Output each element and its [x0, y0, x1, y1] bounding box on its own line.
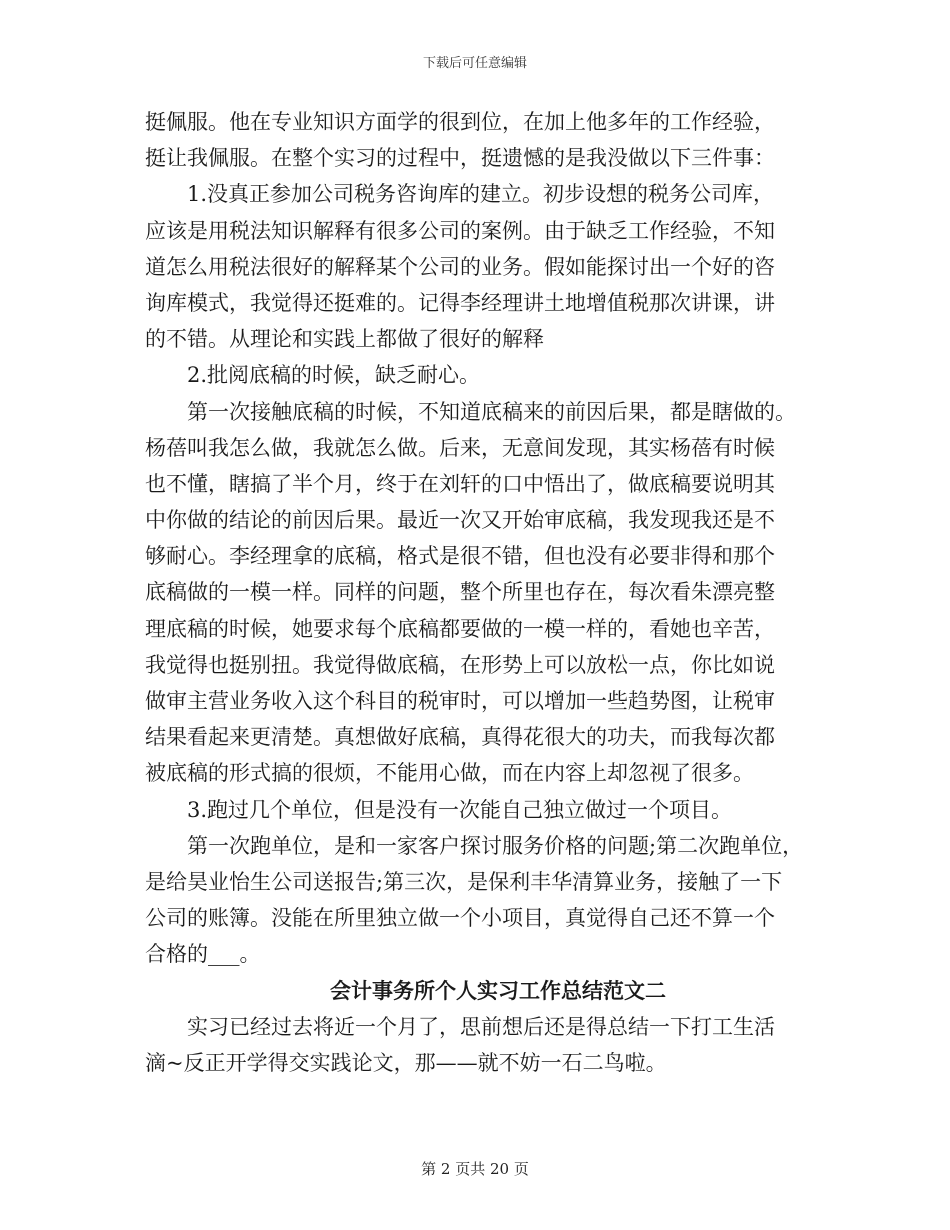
text-line: 杨蓓叫我怎么做，我就怎么做。后来，无意间发现，其实杨蓓有时候	[145, 435, 775, 460]
text-line: 第一次跑单位，是和一家客户探讨服务价格的问题;第二次跑单位，	[187, 833, 804, 858]
text-line: 挺佩服。他在专业知识方面学的很到位，在加上他多年的工作经验，	[145, 110, 775, 134]
text-line: 理底稿的时候，她要求每个底稿都要做的一模一样的，看她也辛苦，	[145, 616, 775, 641]
text-line: 挺让我佩服。在整个实习的过程中，挺遗憾的是我没做以下三件事：	[145, 146, 775, 171]
text-line: 合格的___。	[145, 942, 261, 967]
text-line: 3.跑过几个单位，但是没有一次能自己独立做过一个项目。	[187, 797, 733, 822]
text-line: 滴~反正开学得交实践论文，那——就不妨一石二鸟啦。	[145, 1050, 667, 1075]
text-line: 底稿做的一模一样。同样的问题，整个所里也存在，每次看朱漂亮整	[145, 580, 775, 605]
document-body	[145, 104, 825, 1081]
text-line: 也不懂，瞎搞了半个月，终于在刘轩的口中悟出了，做底稿要说明其	[145, 471, 775, 496]
text-line: 应该是用税法知识解释有很多公司的案例。由于缺乏工作经验，不知	[145, 218, 775, 243]
text-line: 实习已经过去将近一个月了，思前想后还是得总结一下打工生活	[187, 1014, 775, 1039]
text-line: 被底稿的形式搞的很烦，不能用心做，而在内容上却忽视了很多。	[145, 761, 754, 786]
section-title: 会计事务所个人实习工作总结范文二	[330, 977, 666, 1003]
text-line: 做审主营业务收入这个科目的税审时，可以增加一些趋势图，让税审	[145, 689, 775, 713]
page-header: 下载后可任意编辑	[422, 56, 527, 71]
text-line: 是给昊业怡生公司送报告;第三次，是保利丰华清算业务，接触了一下	[145, 869, 783, 894]
text-line: 公司的账簿。没能在所里独立做一个小项目，真觉得自己还不算一个	[145, 906, 775, 931]
text-line: 中你做的结论的前因后果。最近一次又开始审底稿，我发现我还是不	[145, 508, 775, 533]
text-line: 的不错。从理论和实践上都做了很好的解释	[145, 327, 544, 352]
page-footer: 第 2 页共 20 页	[421, 1160, 529, 1178]
text-line: 第一次接触底稿的时候，不知道底稿来的前因后果，都是瞎做的。	[187, 399, 796, 424]
text-line: 1.没真正参加公司税务咨询库的建立。初步设想的税务公司库，	[187, 182, 775, 207]
text-line: 询库模式，我觉得还挺难的。记得李经理讲土地增值税那次讲课，讲	[145, 290, 775, 315]
text-line: 道怎么用税法很好的解释某个公司的业务。假如能探讨出一个好的咨	[145, 254, 775, 279]
text-line: 结果看起来更清楚。真想做好底稿，真得花很大的功夫，而我每次都	[145, 725, 775, 750]
text-line: 2.批阅底稿的时候，缺乏耐心。	[187, 363, 481, 388]
text-line: 我觉得也挺别扭。我觉得做底稿，在形势上可以放松一点，你比如说	[145, 652, 775, 677]
text-line: 够耐心。李经理拿的底稿，格式是很不错，但也没有必要非得和那个	[145, 544, 775, 569]
